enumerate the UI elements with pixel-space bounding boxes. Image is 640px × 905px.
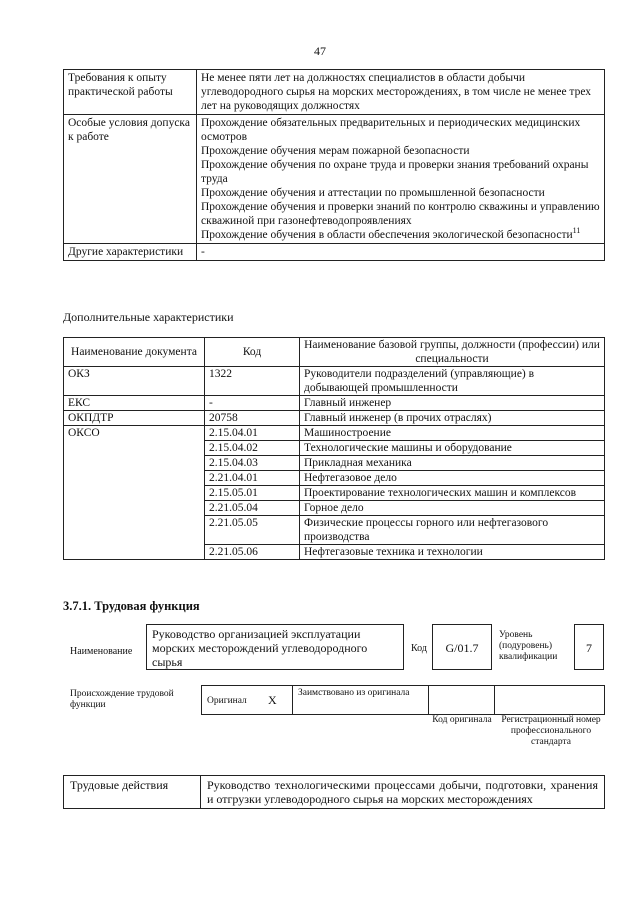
cell-name: Руководители подразделений (управляющие) в добывающей промышленности [300,367,605,396]
text-line: Прохождение обучения по охране труда и проверки знания требований охраны труда [201,159,589,185]
cell-code: 2.21.05.05 [205,516,300,545]
cell-name: Физические процессы горного или нефтегазового производства [300,516,605,545]
table-row [64,776,605,809]
cell-code: 2.15.05.01 [205,486,300,501]
cell-doc: ОКСО [64,426,205,441]
cell-code: 1322 [205,367,300,396]
cell-doc [64,456,205,471]
cell-name: Нефтегазовое дело [300,471,605,486]
original-label: Оригинал [207,696,247,706]
header-code: Код [205,338,300,367]
actions-text: Руководство технологическими процессами добычи, подготовки, хранения и отгрузки углеводородного сырья на морских месторождениях [201,776,605,809]
header-name: Наименование базовой группы, должности (профессии) или специальности [300,338,605,367]
original-mark: X [268,693,277,707]
row-value [197,244,605,261]
cell-doc: ЕКС [64,396,205,411]
row-value [197,115,605,244]
cell-doc: ОКПДТР [64,411,205,426]
text-line: - [201,246,205,258]
actions-label: Трудовые действия [64,776,201,809]
code-value-box [432,624,492,670]
table-row [64,426,605,441]
reg-number-label: Регистрационный номер профессионального стандарта [501,715,601,747]
cell-name: Нефтегазовые техника и технологии [300,545,605,560]
text-line: Не менее пяти лет на должностях специалистов в области добычи углеводородного сырья на морских месторождениях, в том числе не менее трех лет на руководящих должностях [201,72,592,112]
cell-doc: ОКЗ [64,367,205,396]
table-row [64,545,605,560]
cell-code: 2.21.04.01 [205,471,300,486]
name-value: Руководство организацией эксплуатации морских месторождений углеводородного сырья [152,627,368,669]
level-value-box [574,624,604,670]
cell-doc [64,471,205,486]
cell-code: - [205,396,300,411]
table-row [64,367,605,396]
cell-code: 2.15.04.01 [205,426,300,441]
table-row [64,244,605,261]
table-row [64,486,605,501]
cell-name: Главный инженер (в прочих отраслях) [300,411,605,426]
text-line: Прохождение обучения и аттестации по промышленной безопасности [201,187,545,199]
additional-title: Дополнительные характеристики [63,310,234,324]
divider [428,685,429,715]
table-row [64,441,605,456]
table-row [64,456,605,471]
row-label: Особые условия допуска к работе [64,115,197,244]
table-row [64,411,605,426]
header-doc: Наименование документа [64,338,205,367]
cell-code: 20758 [205,411,300,426]
code-original-label: Код оригинала [432,715,492,725]
text-line-content: Прохождение обучения в области обеспечения экологической безопасности [201,229,573,241]
table-row [64,471,605,486]
requirements-table [63,69,605,261]
divider [494,685,495,715]
function-title: 3.7.1. Трудовая функция [63,599,200,613]
table-row [64,115,605,244]
cell-code: 2.21.05.04 [205,501,300,516]
text-line: Прохождение обязательных предварительных и периодических медицинских осмотров [201,117,581,143]
code-label: Код [411,643,427,654]
table-row [64,70,605,115]
characteristics-table [63,337,605,560]
level-value: 7 [586,641,592,655]
name-label: Наименование [70,646,133,657]
cell-code: 2.21.05.06 [205,545,300,560]
table-row [64,516,605,545]
cell-doc [64,441,205,456]
text-line: Прохождение обучения и проверки знаний по контролю скважины и управлению скважиной при газонефтеводопроявлениях [201,201,600,227]
name-value-box [146,624,404,670]
level-label: Уровень (подуровень) квалификации [499,630,558,662]
cell-name: Машиностроение [300,426,605,441]
cell-code: 2.15.04.02 [205,441,300,456]
text-line: Прохождение обучения мерам пожарной безопасности [201,145,470,157]
actions-table [63,775,605,809]
page-number: 47 [314,44,326,58]
cell-name: Главный инженер [300,396,605,411]
row-label: Другие характеристики [64,244,197,261]
text-line [201,228,600,242]
borrowed-label: Заимствовано из оригинала [298,688,410,698]
origin-label: Происхождение трудовой функции [70,689,174,710]
row-value [197,70,605,115]
cell-code: 2.15.04.03 [205,456,300,471]
cell-name: Проектирование технологических машин и комплексов [300,486,605,501]
cell-doc [64,501,205,516]
cell-doc [64,486,205,501]
cell-name: Технологические машины и оборудование [300,441,605,456]
table-row [64,396,605,411]
cell-name: Прикладная механика [300,456,605,471]
table-header-row [64,338,605,367]
cell-name: Горное дело [300,501,605,516]
cell-doc [64,545,205,560]
code-value: G/01.7 [445,641,479,655]
characteristics-body [64,367,605,560]
divider [292,685,293,715]
table-row [64,501,605,516]
row-label: Требования к опыту практической работы [64,70,197,115]
cell-doc [64,516,205,545]
footnote-mark: 11 [572,226,581,236]
